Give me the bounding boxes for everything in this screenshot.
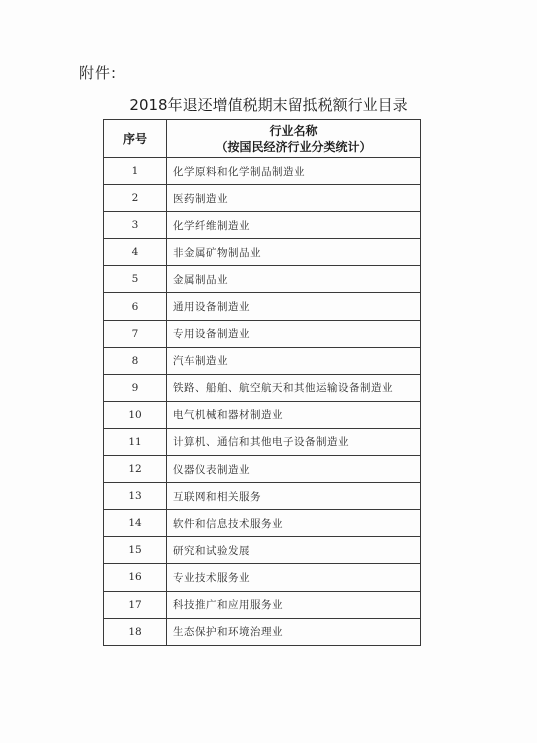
table-row — [104, 185, 421, 212]
row-seq: 6 — [104, 293, 167, 320]
header-name — [167, 120, 421, 158]
row-industry-name: 专用设备制造业 — [167, 320, 421, 347]
table-row — [104, 347, 421, 374]
row-seq: 11 — [104, 428, 167, 455]
table-row — [104, 158, 421, 185]
row-seq: 5 — [104, 266, 167, 293]
table-row — [104, 591, 421, 618]
attachment-label: 附件: — [79, 64, 118, 82]
row-industry-name: 汽车制造业 — [167, 347, 421, 374]
table-row — [104, 239, 421, 266]
row-industry-name: 化学原料和化学制品制造业 — [167, 158, 421, 185]
row-industry-name: 非金属矿物制品业 — [167, 239, 421, 266]
row-industry-name: 电气机械和器材制造业 — [167, 401, 421, 428]
row-seq: 13 — [104, 483, 167, 510]
row-industry-name: 通用设备制造业 — [167, 293, 421, 320]
row-seq: 17 — [104, 591, 167, 618]
table-row — [104, 564, 421, 591]
table-row — [104, 428, 421, 455]
row-industry-name: 金属制品业 — [167, 266, 421, 293]
row-industry-name: 仪器仪表制造业 — [167, 456, 421, 483]
row-seq: 1 — [104, 158, 167, 185]
row-seq: 7 — [104, 320, 167, 347]
row-seq: 14 — [104, 510, 167, 537]
table-header-row — [104, 120, 421, 158]
industry-catalog-table — [103, 119, 421, 646]
table-row — [104, 293, 421, 320]
row-seq: 16 — [104, 564, 167, 591]
row-industry-name: 互联网和相关服务 — [167, 483, 421, 510]
row-industry-name: 软件和信息技术服务业 — [167, 510, 421, 537]
header-seq: 序号 — [104, 120, 167, 158]
row-seq: 4 — [104, 239, 167, 266]
row-seq: 9 — [104, 374, 167, 401]
row-seq: 2 — [104, 185, 167, 212]
row-seq: 18 — [104, 618, 167, 645]
row-industry-name: 研究和试验发展 — [167, 537, 421, 564]
row-seq: 10 — [104, 401, 167, 428]
row-industry-name: 计算机、通信和其他电子设备制造业 — [167, 428, 421, 455]
table-row — [104, 320, 421, 347]
row-industry-name: 医药制造业 — [167, 185, 421, 212]
row-seq: 15 — [104, 537, 167, 564]
table-row — [104, 510, 421, 537]
header-name-line2: （按国民经济行业分类统计） — [215, 139, 372, 154]
table-row — [104, 483, 421, 510]
row-industry-name: 专业技术服务业 — [167, 564, 421, 591]
table-row — [104, 456, 421, 483]
row-seq: 12 — [104, 456, 167, 483]
row-industry-name: 化学纤维制造业 — [167, 212, 421, 239]
document-title: 2018年退还增值税期末留抵税额行业目录 — [129, 96, 408, 114]
row-industry-name: 科技推广和应用服务业 — [167, 591, 421, 618]
table-row — [104, 618, 421, 645]
row-industry-name: 铁路、船舶、航空航天和其他运输设备制造业 — [167, 374, 421, 401]
header-name-line1: 行业名称 — [269, 123, 318, 138]
table-body — [104, 158, 421, 646]
table-row — [104, 266, 421, 293]
table-row — [104, 212, 421, 239]
table-row — [104, 537, 421, 564]
row-industry-name: 生态保护和环境治理业 — [167, 618, 421, 645]
table-row — [104, 374, 421, 401]
row-seq: 3 — [104, 212, 167, 239]
row-seq: 8 — [104, 347, 167, 374]
table-row — [104, 401, 421, 428]
